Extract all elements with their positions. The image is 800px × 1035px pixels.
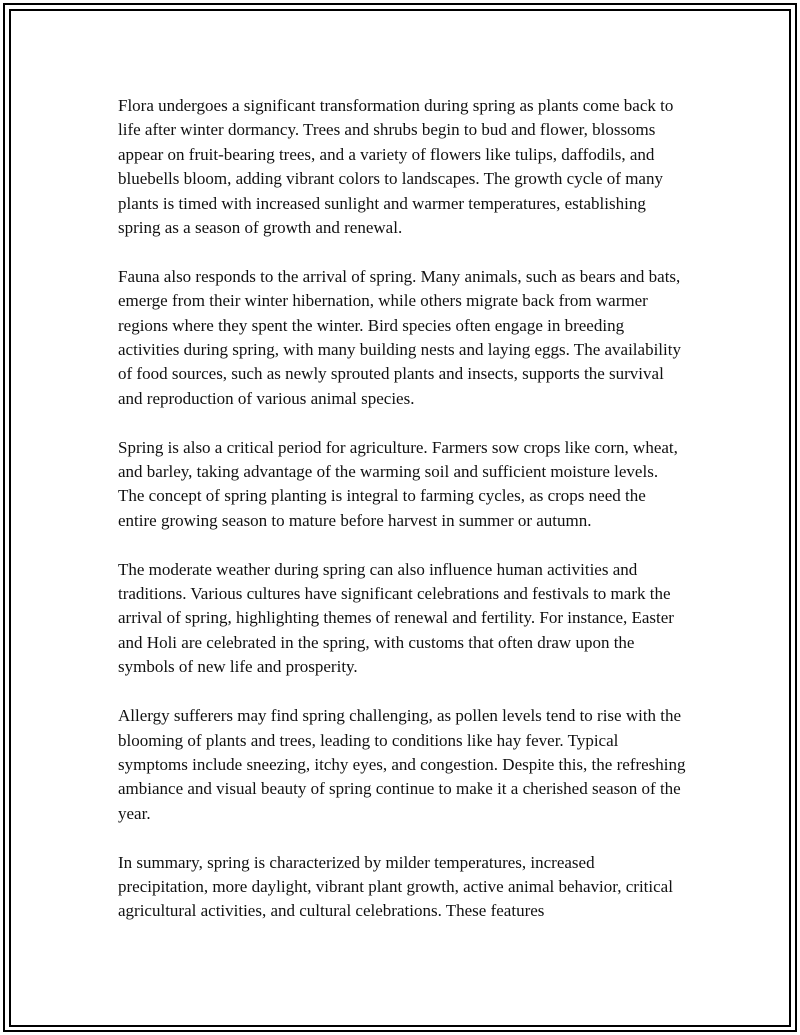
paragraph-agriculture: Spring is also a critical period for agriculture. Farmers sow crops like corn, wheat, and barley, taking advantage of the warming soil and sufficient moisture levels. The concept of spring planting is integral to farming cycles, as crops need the entire growing season to mature before harvest in summer or autumn. [118,437,678,530]
paragraph-traditions: The moderate weather during spring can also influence human activities and traditions. Various cultures have significant celebrations and festivals to mark the arrival of spring, highlighting themes of renewal and fertility. For instance, Easter and Holi are celebrated in the spring, with customs that often draw upon the symbols of new life and prosperity. [118,559,674,677]
paragraph-summary: In summary, spring is characterized by milder temperatures, increased precipitation, more daylight, vibrant plant growth, active animal behavior, critical agricultural activities, and cultural celebrations. These features [118,852,673,921]
document-body [118,94,686,948]
paragraph-fauna: Fauna also responds to the arrival of spring. Many animals, such as bears and bats, emerge from their winter hibernation, while others migrate back from warmer regions where they spent the winter. Bird species often engage in breeding activities during spring, with many building nests and laying eggs. The availability of food sources, such as newly sprouted plants and insects, supports the survival and reproduction of various animal species. [118,266,681,408]
paragraph-flora: Flora undergoes a significant transformation during spring as plants come back to life after winter dormancy. Trees and shrubs begin to bud and flower, blossoms appear on fruit-bearing trees, and a variety of flowers like tulips, daffodils, and bluebells bloom, adding vibrant colors to landscapes. The growth cycle of many plants is timed with increased sunlight and warmer temperatures, establishing spring as a season of growth and renewal. [118,96,674,238]
paragraph-allergies: Allergy sufferers may find spring challenging, as pollen levels tend to rise with the blooming of plants and trees, leading to conditions like hay fever. Typical symptoms include sneezing, itchy eyes, and congestion. Despite this, the refreshing ambiance and visual beauty of spring continue to make it a cherished season of the year. [118,706,686,823]
